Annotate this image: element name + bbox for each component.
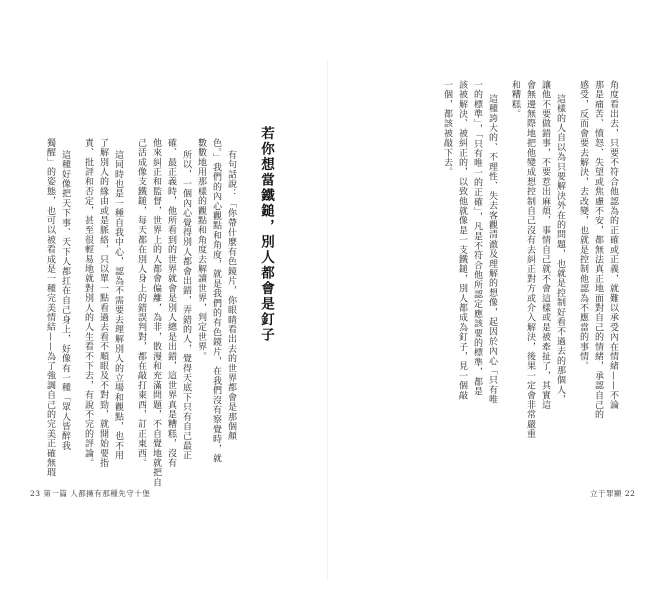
- text-column: 這種誇大的、不理性、失去客觀清澈及理解的想像，起因於內心「只有唯: [487, 94, 497, 405]
- text-column: 讓他不要做錯事，不要惹出麻煩，事情自己就不會這樣或是被牽扯了，其實這: [540, 80, 550, 410]
- text-column: 該被解決、被糾正的，以致他就像是一支鐵鎚，別人都成為釘子，見一個敲: [457, 80, 467, 401]
- text-column: 和糟糕。: [510, 80, 520, 119]
- text-column: 色。」我們的內心觀點和角度，就是我們的有色鏡片，在我們沒有察覺時，就: [211, 138, 221, 464]
- text-column: 了解別人的緣由或是脈絡，只以單一點看過去看不順眼及不對勁，就開始要指: [98, 138, 108, 468]
- text-column: 他來糾正和監督，世界上的人都會偏離，為非，散漫和充滿問題，不自覺地就把自: [151, 138, 161, 488]
- text-column: 己活成像支鐵鎚，每天都在別人身上的錯誤判對，都在敲打東西，訂正東西。: [136, 138, 146, 468]
- section-heading: 若你想當鐵鎚，別人都會是釘子: [258, 126, 274, 343]
- page-footer: 23 第一篇 人都擁有那種先守十堡: [30, 489, 151, 498]
- text-column: 有句話說：「你帶什麼有色鏡片，你眼睛看出去的世界都會是那個顏: [226, 150, 236, 441]
- text-column: 這同時也是一種自我中心，認為不需要去理解別人的立場和觀點，也不用: [113, 150, 123, 461]
- text-column: 所以，一個內心覺得別人都會出錯，弄錯的人，覺得天底下只有自己最正: [181, 150, 191, 461]
- text-column: 一個，都該被敲下去。: [442, 80, 452, 177]
- text-column: 感受，反而會要去解決，去改變，也就是控制他認為不應當的事情。: [578, 80, 588, 371]
- text-column: 會無邊無際地把他變成想控制自己沒有去糾正對方或介入解決，後果一定會非常嚴重: [525, 80, 535, 439]
- text-column: 數數地用那樣的觀點和角度去解讀世界，判定世界。: [196, 138, 206, 362]
- right-page: [328, 0, 655, 609]
- text-column: 確、最正義時，他所看到的世界就會是別人總是出錯，這世界真是糟糕，沒有: [166, 138, 176, 468]
- left-page: [0, 0, 327, 609]
- text-column: 那是痛苦、憤怒、失望或焦慮不安，都無法真正地面對自己的情緒，承認自己的: [593, 80, 603, 420]
- text-column: 這種好像把天下事、天下人都扛在自己身上，好像有一種「眾人皆醉我: [60, 150, 70, 451]
- text-column: 責、批評和否定，甚至很輕易地就對別人的人生看不下去，有說不完的評論。: [83, 138, 93, 468]
- text-column: 這樣的人自以為只要解決外在的問題，也就是控制好看不過去的那個人，: [555, 94, 565, 405]
- text-column: 角度看出去，只要不符合他認為的正確或正義，就難以承受內在情緒——不論: [608, 80, 618, 410]
- text-column: 一的標準」，「只有唯一的正確」，凡是不符合他所認定應該要的標準，都是: [472, 80, 482, 397]
- page-footer: 立于罪顯 22: [590, 489, 636, 498]
- text-column: 獨醒」的姿態，也可以被看成是一種完美情結——為了強調自己的完美正確無瑕: [45, 138, 55, 478]
